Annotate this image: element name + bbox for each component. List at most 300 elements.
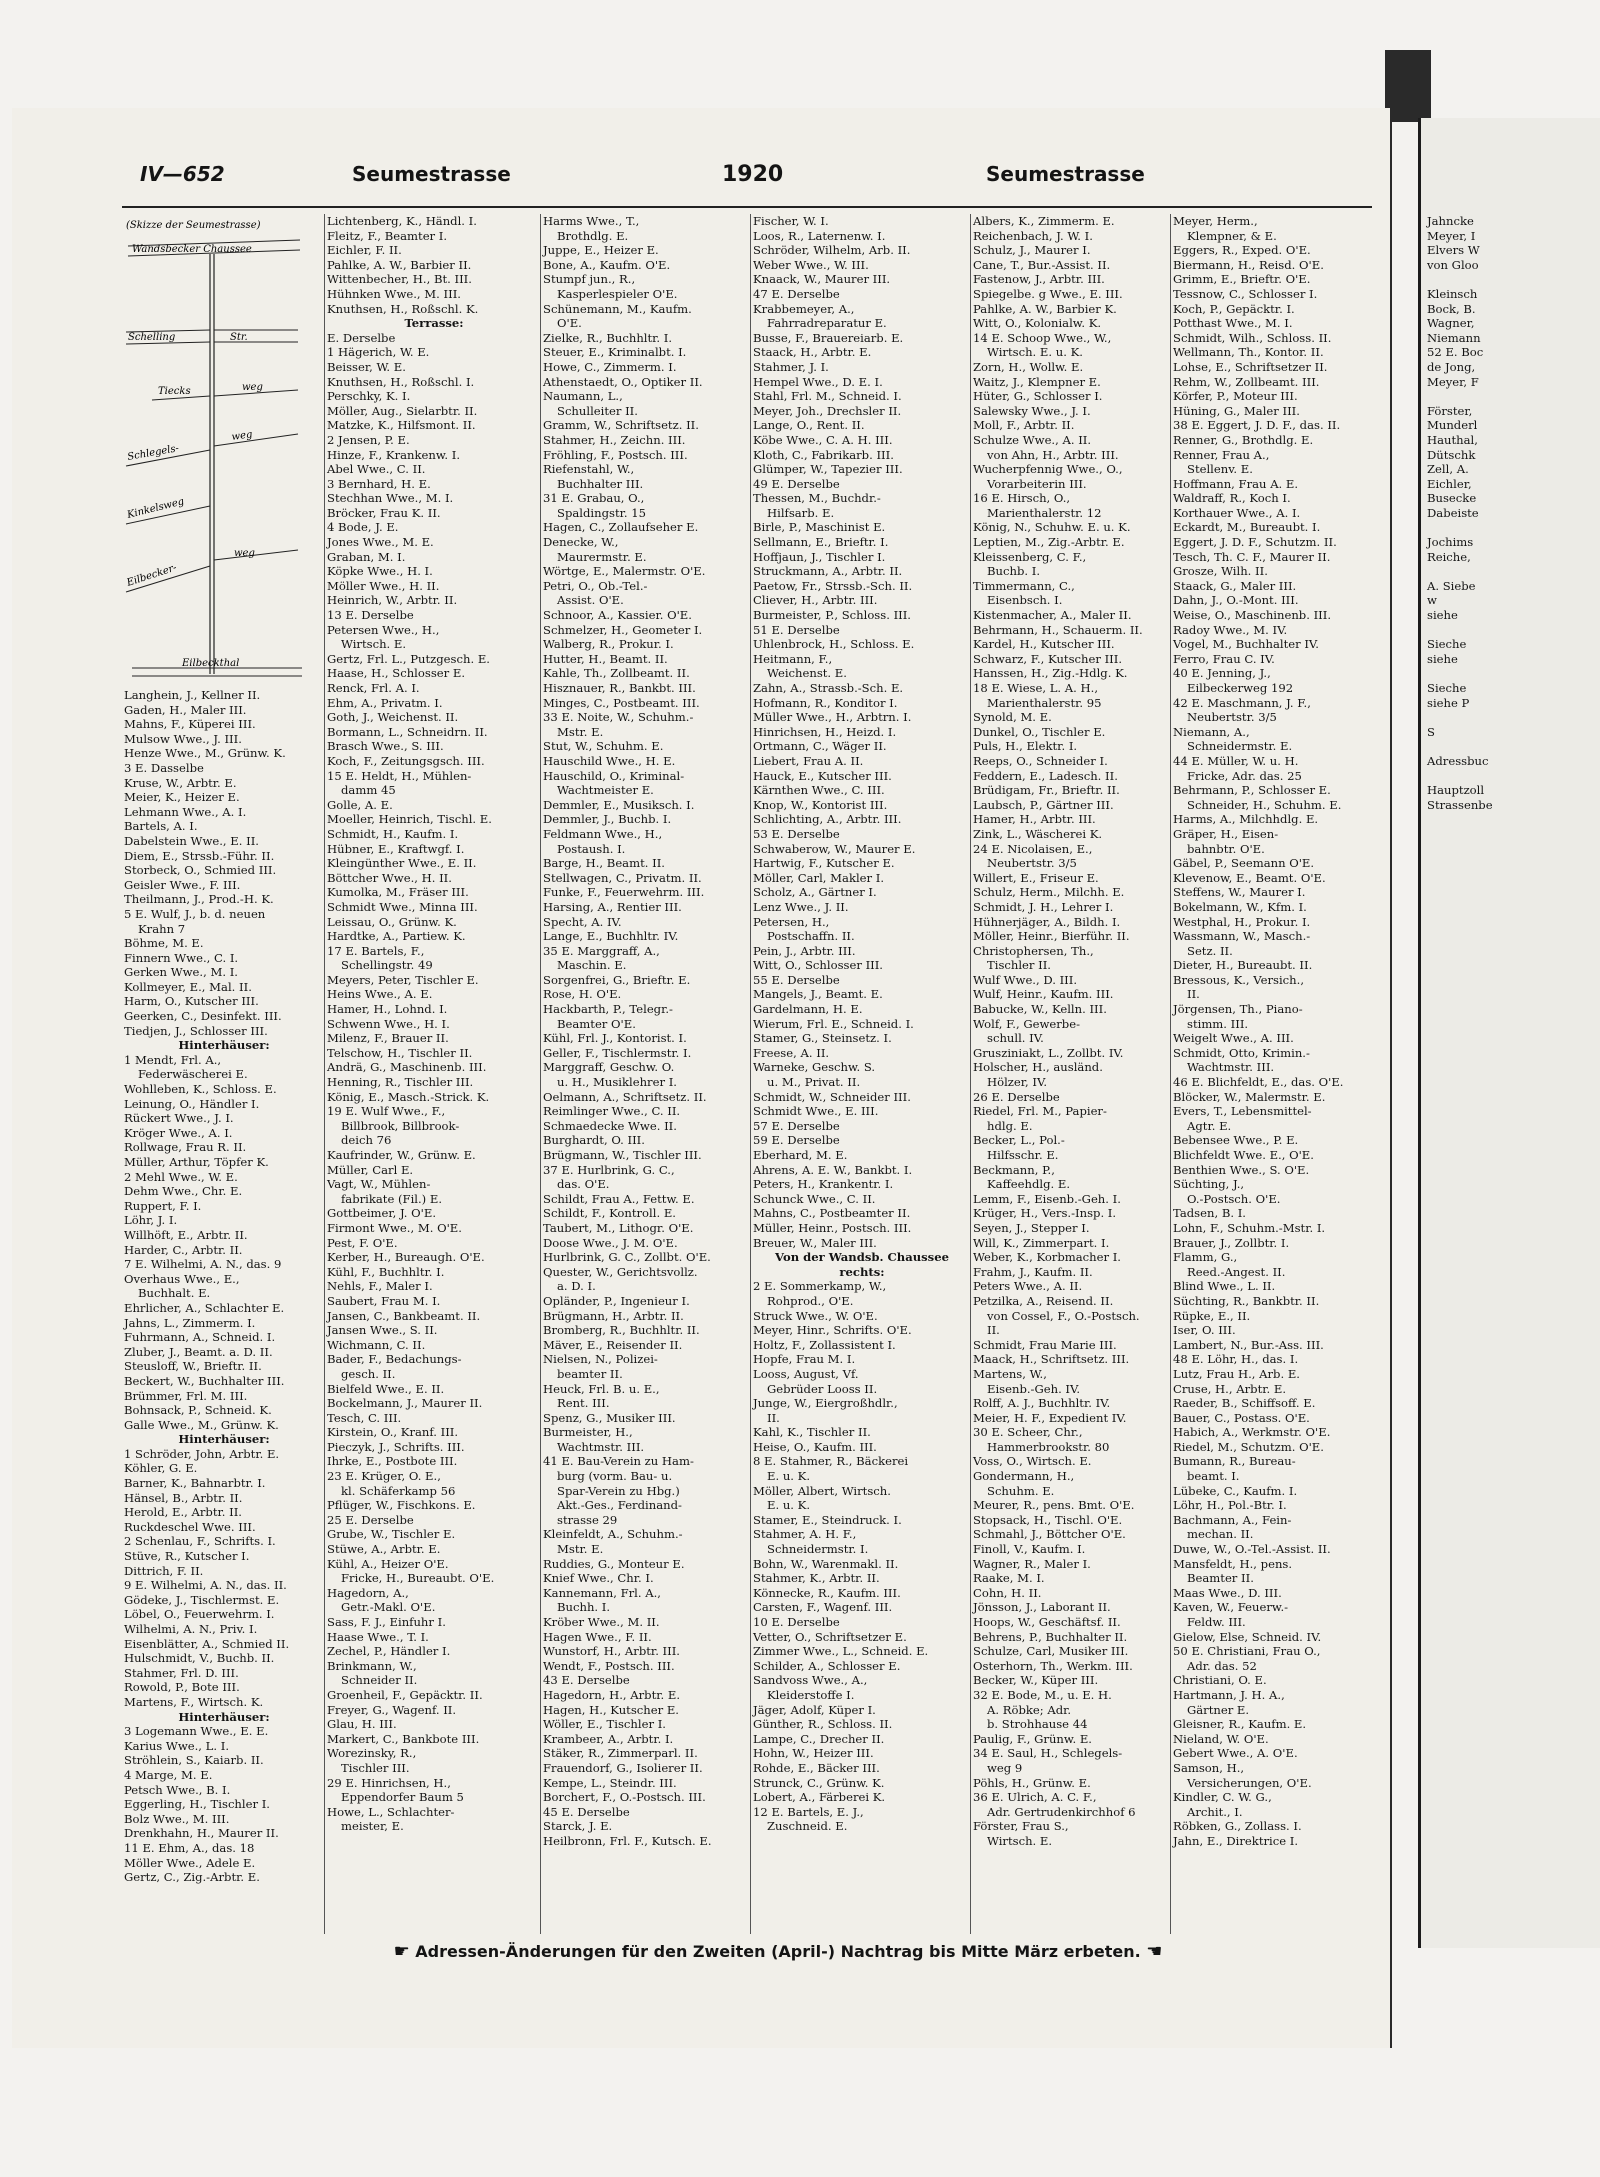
directory-entry: O'E. bbox=[557, 316, 582, 331]
directory-entry: Buchhalt. E. bbox=[138, 1286, 211, 1301]
directory-column-4 bbox=[750, 214, 971, 1934]
directory-entry: hdlg. E. bbox=[987, 1118, 1033, 1133]
directory-entry: Pein, J., Arbtr. III. bbox=[753, 943, 856, 958]
directory-entry: Stopsack, H., Tischl. O'E. bbox=[973, 1512, 1123, 1527]
directory-entry: Marggraff, Geschw. O. bbox=[543, 1060, 675, 1075]
year: 1920 bbox=[722, 162, 784, 187]
directory-entry: Bartels, A. I. bbox=[124, 819, 198, 834]
directory-entry: Oelmann, A., Schriftsetz. II. bbox=[543, 1089, 707, 1104]
directory-entry: Freese, A. II. bbox=[753, 1045, 830, 1060]
directory-entry: Fischer, W. I. bbox=[753, 214, 829, 228]
directory-entry: Matzke, K., Hilfsmont. II. bbox=[327, 418, 476, 433]
directory-entry: Kleiderstoffe I. bbox=[767, 1687, 855, 1702]
directory-entry: 40 E. Jenning, J., bbox=[1173, 666, 1271, 681]
directory-entry: Hopfe, Frau M. I. bbox=[753, 1352, 856, 1367]
directory-entry: Meyer, Herm., bbox=[1173, 214, 1258, 228]
directory-entry: Zuschneid. E. bbox=[767, 1819, 848, 1834]
directory-entry: Laubsch, P., Gärtner III. bbox=[973, 797, 1114, 812]
directory-entry: Mahns, F., Küperei III. bbox=[124, 717, 256, 732]
directory-entry: Warneke, Geschw. S. bbox=[753, 1060, 876, 1075]
directory-entry: Loos, R., Laternenw. I. bbox=[753, 228, 886, 243]
directory-entry: Timmermann, C., bbox=[973, 578, 1075, 593]
directory-entry: Athenstaedt, O., Optiker II. bbox=[543, 374, 703, 389]
directory-entry: Lobert, A., Färberei K. bbox=[753, 1790, 886, 1805]
directory-entry: Müller, Arthur, Töpfer K. bbox=[124, 1155, 269, 1169]
directory-entry: Harm, O., Kutscher III. bbox=[124, 994, 259, 1009]
directory-entry: Steuer, E., Kriminalbt. I. bbox=[543, 345, 687, 360]
directory-entry: Mahns, C., Postbeamter II. bbox=[753, 1206, 911, 1221]
directory-entry: Möller, Carl, Makler I. bbox=[753, 870, 885, 885]
directory-entry: Krabbemeyer, A., bbox=[753, 301, 855, 316]
directory-entry: 9 E. Wilhelmi, A. N., das. II. bbox=[124, 1578, 287, 1593]
sketch-label-10: Eilbeckthal bbox=[182, 658, 240, 669]
directory-entry: Naumann, L., bbox=[543, 389, 623, 404]
directory-entry: Leissau, O., Grünw. K. bbox=[327, 914, 457, 929]
directory-entry: damm 45 bbox=[341, 783, 396, 798]
directory-entry: Hanssen, H., Zig.-Hdlg. K. bbox=[973, 666, 1128, 681]
directory-entry: Mstr. E. bbox=[557, 724, 604, 739]
directory-entry: Worezinsky, R., bbox=[327, 1746, 417, 1761]
directory-entry: Knief Wwe., Chr. I. bbox=[543, 1571, 654, 1586]
directory-entry: Starck, J. E. bbox=[543, 1819, 613, 1834]
directory-entry: Stahmer, H., Zeichn. III. bbox=[543, 432, 686, 447]
directory-entry: Perschky, K. I. bbox=[327, 389, 411, 404]
directory-entry: II. bbox=[767, 1410, 780, 1425]
directory-entry: Raake, M. I. bbox=[973, 1571, 1045, 1586]
directory-entry: Andrä, G., Maschinenb. III. bbox=[327, 1060, 487, 1075]
directory-entry: Rent. III. bbox=[557, 1396, 610, 1411]
directory-entry: Pahlke, A. W., Barbier II. bbox=[327, 257, 472, 272]
directory-entry: Hagen, C., Zollaufseher E. bbox=[543, 520, 699, 535]
directory-entry: Meier, H. F., Expedient IV. bbox=[973, 1410, 1127, 1425]
directory-entry: Rückert Wwe., J. I. bbox=[124, 1111, 234, 1126]
directory-entry: Glümper, W., Tapezier III. bbox=[753, 462, 903, 477]
directory-entry: 1 Hägerich, W. E. bbox=[327, 345, 430, 360]
directory-entry: Lange, O., Rent. II. bbox=[753, 418, 865, 433]
directory-entry: Hardtke, A., Partiew. K. bbox=[327, 929, 466, 944]
directory-entry: schull. IV. bbox=[987, 1031, 1044, 1046]
directory-entry: Schmidt Wwe., E. III. bbox=[753, 1104, 879, 1119]
directory-entry: Bormann, L., Schneidrn. II. bbox=[327, 724, 488, 739]
sketch-label-4: weg bbox=[242, 382, 263, 393]
directory-entry: Eichler, F. II. bbox=[327, 243, 402, 258]
directory-entry: Paulig, F., Grünw. E. bbox=[973, 1731, 1092, 1746]
directory-entry: Wierum, Frl. E., Schneid. I. bbox=[753, 1016, 914, 1031]
right-page-text bbox=[1427, 214, 1600, 812]
directory-entry: Kaven, W., Feuerw.- bbox=[1173, 1600, 1289, 1615]
directory-entry: Rüpke, E., II. bbox=[1173, 1308, 1251, 1323]
directory-entry: Sandvoss Wwe., A., bbox=[753, 1673, 868, 1688]
directory-entry: Beisser, W. E. bbox=[327, 359, 406, 374]
directory-entry: Eggers, R., Exped. O'E. bbox=[1173, 243, 1311, 258]
directory-entry: Lübeke, C., Kaufm. I. bbox=[1173, 1483, 1298, 1498]
right-page-line: 52 E. Boc bbox=[1427, 345, 1484, 360]
directory-entry: Kaffeehdlg. E. bbox=[987, 1177, 1071, 1192]
directory-entry: Hinrichsen, H., Heizd. I. bbox=[753, 724, 897, 739]
directory-entry: Hinze, F., Krankenw. I. bbox=[327, 447, 461, 462]
directory-entry: Weber Wwe., W. III. bbox=[753, 257, 869, 272]
directory-entry: beamter II. bbox=[557, 1366, 623, 1381]
right-page-line: siehe P bbox=[1427, 695, 1470, 710]
directory-entry: Wellmann, Th., Kontor. II. bbox=[1173, 345, 1324, 360]
directory-entry: König, N., Schuhw. E. u. K. bbox=[973, 520, 1131, 535]
wandsbecker-chaussee-road bbox=[128, 240, 300, 256]
directory-entry: Kardel, H., Kutscher III. bbox=[973, 637, 1115, 652]
directory-entry: Beamter II. bbox=[1187, 1571, 1254, 1586]
kinkelsweg-road bbox=[125, 496, 210, 524]
directory-entry: Diem, E., Strssb.-Führ. II. bbox=[124, 848, 275, 863]
directory-entry: Moll, F., Arbtr. II. bbox=[973, 418, 1075, 433]
directory-entry: Witt, O., Schlosser III. bbox=[753, 958, 883, 973]
directory-entry: b. Strohhause 44 bbox=[987, 1717, 1088, 1732]
directory-entry: Peters Wwe., A. II. bbox=[973, 1279, 1083, 1294]
directory-entry: Hammerbrookstr. 80 bbox=[987, 1439, 1110, 1454]
directory-entry: 55 E. Derselbe bbox=[753, 972, 840, 987]
directory-entry: Stut, W., Schuhm. E. bbox=[543, 739, 664, 754]
directory-entry: Fricke, Adr. das. 25 bbox=[1187, 768, 1302, 783]
directory-entry: Uhlenbrock, H., Schloss. E. bbox=[753, 637, 915, 652]
directory-entry: Möller, Heinr., Bierführ. II. bbox=[973, 929, 1130, 944]
directory-entry: Wucherpfennig Wwe., O., bbox=[973, 462, 1123, 477]
directory-entry: Abel Wwe., C. II. bbox=[327, 462, 426, 477]
footer-text: Adressen-Änderungen für den Zweiten (April-) Nachtrag bis Mitte März erbeten. bbox=[415, 1942, 1141, 1961]
directory-entry: Hagen, H., Kutscher E. bbox=[543, 1702, 679, 1717]
right-page-line: Strassenbe bbox=[1427, 797, 1493, 812]
directory-entry: 36 E. Ulrich, A. C. F., bbox=[973, 1790, 1097, 1805]
directory-entry: Quester, W., Gerichtsvollz. bbox=[543, 1264, 698, 1279]
pointing-hand-icon: ☛ bbox=[393, 1941, 410, 1962]
directory-entry: Meier, K., Heizer E. bbox=[124, 790, 240, 805]
directory-entry: 30 E. Scheer, Chr., bbox=[973, 1425, 1083, 1440]
directory-entry: Bolz Wwe., M. III. bbox=[124, 1811, 230, 1826]
directory-entry: Gerken Wwe., M. I. bbox=[124, 965, 238, 980]
directory-entry: Brothdlg. E. bbox=[557, 228, 629, 243]
directory-entry: Grusziniakt, L., Zollbt. IV. bbox=[973, 1045, 1124, 1060]
directory-entry: Biermann, H., Reisd. O'E. bbox=[1173, 257, 1324, 272]
directory-entry: Christophersen, Th., bbox=[973, 943, 1094, 958]
directory-entry: Nehls, F., Maler I. bbox=[327, 1279, 433, 1294]
directory-entry: Zorn, H., Wollw. E. bbox=[973, 359, 1084, 374]
directory-entry: Wittenbecher, H., Bt. III. bbox=[327, 272, 472, 287]
directory-entry: Kleingünther Wwe., E. II. bbox=[327, 856, 477, 871]
directory-entry: 4 Marge, M. E. bbox=[124, 1767, 213, 1782]
directory-entry: Rohde, E., Bäcker III. bbox=[753, 1760, 880, 1775]
directory-entry: Müller, Heinr., Postsch. III. bbox=[753, 1220, 912, 1235]
directory-entry: Möller, Albert, Wirtsch. bbox=[753, 1483, 891, 1498]
directory-entry: Akt.-Ges., Ferdinand- bbox=[557, 1498, 682, 1513]
pointing-hand-icon: ☚ bbox=[1146, 1941, 1163, 1962]
directory-entry: 12 E. Bartels, E. J., bbox=[753, 1804, 864, 1819]
directory-entry: Beamter O'E. bbox=[557, 1016, 636, 1031]
directory-entry: Jahn, E., Direktrice I. bbox=[1173, 1833, 1299, 1848]
directory-entry: Wagner, R., Maler I. bbox=[973, 1556, 1091, 1571]
directory-entry: Stumpf jun., R., bbox=[543, 272, 636, 287]
directory-entry: Demmler, E., Musiksch. I. bbox=[543, 797, 695, 812]
directory-entry: Schulz, Herm., Milchh. E. bbox=[973, 885, 1125, 900]
directory-entry: 24 E. Nicolaisen, E., bbox=[973, 841, 1093, 856]
directory-entry: Zimmer Wwe., L., Schneid. E. bbox=[753, 1644, 929, 1659]
directory-entry: Brinkmann, W., bbox=[327, 1658, 417, 1673]
directory-entry: Zink, L., Wäscherei K. bbox=[973, 826, 1103, 841]
directory-entry: Holscher, H., ausländ. bbox=[973, 1060, 1103, 1075]
directory-entry: Tadsen, B. I. bbox=[1173, 1206, 1246, 1221]
directory-entry: Hübner, E., Kraftwgf. I. bbox=[327, 841, 465, 856]
directory-entry: 1 Schröder, John, Arbtr. E. bbox=[124, 1446, 280, 1461]
directory-entry: Dehm Wwe., Chr. E. bbox=[124, 1184, 243, 1199]
schelling-str-road bbox=[126, 330, 298, 344]
directory-entry: Waldraff, R., Koch I. bbox=[1173, 491, 1291, 506]
directory-entry: Martens, F., Wirtsch. K. bbox=[124, 1694, 264, 1709]
directory-entry: Eisenblätter, A., Schmied II. bbox=[124, 1636, 290, 1651]
directory-entry: Leinung, O., Händler I. bbox=[124, 1096, 260, 1111]
right-page-line bbox=[1427, 564, 1600, 579]
right-page-line: Kleinsch bbox=[1427, 286, 1478, 301]
directory-entry: Stahmer, J. I. bbox=[753, 359, 829, 374]
directory-entry: Hulschmidt, V., Buchb. II. bbox=[124, 1651, 275, 1666]
directory-entry: E. u. K. bbox=[767, 1498, 811, 1513]
directory-entry: Ehrlicher, A., Schlachter E. bbox=[124, 1300, 285, 1315]
directory-entry: Schlichting, A., Arbtr. III. bbox=[753, 812, 902, 827]
directory-entry: Voss, O., Wirtsch. E. bbox=[973, 1454, 1092, 1469]
directory-entry: Schmidt, Otto, Krimin.- bbox=[1173, 1045, 1310, 1060]
directory-entry: Hüter, G., Schlosser I. bbox=[973, 389, 1103, 404]
sketch-label-0: Wandsbecker Chaussee bbox=[132, 244, 252, 255]
directory-entry: Waitz, J., Klempner E. bbox=[973, 374, 1101, 389]
directory-entry: Postaush. I. bbox=[557, 841, 626, 856]
directory-entry: Wirtsch. E. u. K. bbox=[987, 345, 1083, 360]
directory-entry: Reed.-Angest. II. bbox=[1187, 1264, 1286, 1279]
directory-entry: Brügmann, H., Arbtr. II. bbox=[543, 1308, 684, 1323]
directory-entry: Busse, F., Brauereiarb. E. bbox=[753, 330, 904, 345]
directory-entry: Graban, M. I. bbox=[327, 549, 406, 564]
directory-entry: Gertz, C., Zig.-Arbtr. E. bbox=[124, 1870, 260, 1885]
directory-entry: 17 E. Bartels, F., bbox=[327, 943, 425, 958]
directory-entry: Versicherungen, O'E. bbox=[1187, 1775, 1312, 1790]
directory-entry: Scholz, A., Gärtner I. bbox=[753, 885, 877, 900]
directory-entry: Wulf Wwe., D. III. bbox=[973, 972, 1078, 987]
directory-entry: 23 E. Krüger, O. E., bbox=[327, 1469, 441, 1484]
directory-entry: Blichfeldt Wwe. E., O'E. bbox=[1173, 1148, 1314, 1162]
directory-entry: Schwaberow, W., Maurer E. bbox=[753, 841, 916, 856]
directory-entry: Cane, T., Bur.-Assist. II. bbox=[973, 257, 1111, 272]
directory-entry: Stellenv. E. bbox=[1187, 462, 1253, 477]
directory-entry: Hauschild, O., Kriminal- bbox=[543, 768, 685, 783]
directory-entry: Stüve, R., Kutscher I. bbox=[124, 1549, 250, 1564]
sketch-label-5: Schlegels- bbox=[126, 443, 180, 463]
directory-entry: Bumann, R., Bureau- bbox=[1173, 1454, 1296, 1469]
directory-entry: Assist. O'E. bbox=[557, 593, 624, 608]
directory-entry: Adr. das. 52 bbox=[1187, 1658, 1257, 1673]
directory-entry: Petersen Wwe., H., bbox=[327, 622, 440, 637]
directory-entry: Schulleiter II. bbox=[557, 403, 638, 418]
directory-entry: Leptien, M., Zig.-Arbtr. E. bbox=[973, 535, 1125, 550]
directory-entry: Schmidt, H., Kaufm. I. bbox=[327, 826, 459, 841]
directory-entry: Wolf, F., Gewerbe- bbox=[973, 1016, 1081, 1031]
directory-entry: Hühnken Wwe., M. III. bbox=[327, 286, 461, 301]
directory-entry: Harms Wwe., T., bbox=[543, 214, 640, 228]
directory-entry: Tesch, C. III. bbox=[327, 1410, 402, 1425]
directory-entry: 31 E. Grabau, O., bbox=[543, 491, 645, 506]
directory-entry: Fleitz, F., Beamter I. bbox=[327, 228, 448, 243]
directory-entry: Nieland, W. O'E. bbox=[1173, 1731, 1269, 1746]
sketch-label-6: weg bbox=[230, 429, 254, 443]
directory-entry: 53 E. Derselbe bbox=[753, 826, 840, 841]
directory-entry: Zielke, R., Buchhltr. I. bbox=[543, 330, 673, 345]
directory-entry: Kindler, C. W. G., bbox=[1173, 1790, 1272, 1805]
directory-entry: Ahrens, A. E. W., Bankbt. I. bbox=[753, 1162, 913, 1177]
directory-entry: Knop, W., Kontorist III. bbox=[753, 797, 888, 812]
directory-entry: Cohn, H. II. bbox=[973, 1585, 1042, 1600]
directory-entry: Gräper, H., Eisen- bbox=[1173, 826, 1279, 841]
directory-entry: Benthien Wwe., S. O'E. bbox=[1173, 1162, 1310, 1177]
directory-entry: gesch. II. bbox=[341, 1366, 396, 1381]
right-page-line: Hauptzoll bbox=[1427, 783, 1485, 798]
directory-entry: Tesch, Th. C. F., Maurer II. bbox=[1173, 549, 1331, 564]
directory-entry: Burmeister, P., Schloss. III. bbox=[753, 608, 911, 623]
directory-entry: Fastenow, J., Arbtr. III. bbox=[973, 272, 1105, 287]
directory-entry: 48 E. Löhr, H., das. I. bbox=[1173, 1352, 1299, 1367]
directory-entry: Kröger Wwe., A. I. bbox=[124, 1125, 233, 1140]
directory-entry: Schneider II. bbox=[341, 1673, 418, 1688]
directory-entry: Willert, E., Friseur E. bbox=[973, 870, 1099, 885]
directory-entry: Schildt, Frau A., Fettw. E. bbox=[543, 1191, 695, 1206]
directory-entry: Schmelzer, H., Geometer I. bbox=[543, 622, 703, 637]
directory-entry: Wachtmstr. III. bbox=[1187, 1060, 1275, 1075]
directory-entry: II. bbox=[1187, 987, 1200, 1002]
directory-entry: Ströhlein, S., Kaiarb. II. bbox=[124, 1753, 264, 1768]
directory-entry: Westphal, H., Prokur. I. bbox=[1173, 914, 1311, 929]
directory-entry: Gäbel, P., Seemann O'E. bbox=[1173, 856, 1315, 871]
directory-entry: Petersen, H., bbox=[753, 914, 830, 929]
directory-entry: Hagedorn, A., bbox=[327, 1585, 409, 1600]
directory-entry: 41 E. Bau-Verein zu Ham- bbox=[543, 1454, 694, 1469]
directory-entry: Wörtge, E., Malermstr. O'E. bbox=[543, 564, 706, 579]
directory-entry: Bohn, W., Warenmakl. II. bbox=[753, 1556, 899, 1571]
directory-entry: von Cossel, F., O.-Postsch. bbox=[987, 1308, 1140, 1323]
directory-entry: 35 E. Marggraff, A., bbox=[543, 943, 660, 958]
directory-entry: Storbeck, O., Schmied III. bbox=[124, 863, 277, 878]
directory-entry: Köhler, G. E. bbox=[124, 1461, 198, 1476]
directory-entry: 33 E. Noite, W., Schuhm.- bbox=[543, 710, 694, 725]
directory-entry: Vorarbeiterin III. bbox=[987, 476, 1087, 491]
directory-entry: Potthast Wwe., M. I. bbox=[1173, 316, 1293, 331]
directory-entry: Burghardt, O. III. bbox=[543, 1133, 645, 1148]
directory-entry: Steusloff, W., Brieftr. II. bbox=[124, 1359, 262, 1374]
directory-entry: O.-Postsch. O'E. bbox=[1187, 1191, 1281, 1206]
directory-entry: 51 E. Derselbe bbox=[753, 622, 840, 637]
directory-entry: 5 E. Wulf, J., b. d. neuen bbox=[124, 906, 266, 921]
directory-entry: Looss, August, Vf. bbox=[753, 1366, 859, 1381]
directory-entry: Agtr. E. bbox=[1187, 1118, 1232, 1133]
directory-entry: Brauer, J., Zollbtr. I. bbox=[1173, 1235, 1290, 1250]
directory-entry: 57 E. Derselbe bbox=[753, 1118, 840, 1133]
directory-entry: Brüdigam, Fr., Brieftr. II. bbox=[973, 783, 1120, 798]
directory-entry: Bachmann, A., Fein- bbox=[1173, 1512, 1292, 1527]
directory-entry: Hagedorn, H., Arbtr. E. bbox=[543, 1687, 681, 1702]
directory-entry: von Ahn, H., Arbtr. III. bbox=[987, 447, 1119, 462]
right-page-line: Förster, bbox=[1427, 403, 1473, 418]
directory-entry: Fahrradreparatur E. bbox=[767, 316, 887, 331]
directory-entry: Witt, O., Kolonialw. K. bbox=[973, 316, 1102, 331]
sketch-label-7: Kinkelsweg bbox=[126, 496, 186, 521]
directory-entry: Frauendorf, G., Isolierer II. bbox=[543, 1760, 703, 1775]
directory-entry: Eberhard, M. E. bbox=[753, 1148, 848, 1162]
directory-entry: Hofmann, R., Konditor I. bbox=[753, 695, 898, 710]
directory-entry: Tischler III. bbox=[341, 1760, 410, 1775]
directory-entry: 47 E. Derselbe bbox=[753, 286, 840, 301]
directory-entry: Terrasse: bbox=[404, 316, 464, 331]
directory-entry: Krambeer, A., Arbtr. I. bbox=[543, 1731, 674, 1746]
directory-entry: Saubert, Frau M. I. bbox=[327, 1293, 441, 1308]
directory-entry: Hamer, H., Arbtr. III. bbox=[973, 812, 1096, 827]
directory-entry: Finoll, V., Kaufm. I. bbox=[973, 1542, 1086, 1557]
right-page-line bbox=[1427, 666, 1600, 681]
directory-entry: Ruckdeschel Wwe. III. bbox=[124, 1519, 256, 1534]
directory-entry: Vagt, W., Mühlen- bbox=[327, 1177, 431, 1192]
directory-entry: Iser, O. III. bbox=[1173, 1323, 1236, 1338]
directory-entry: Burmeister, H., bbox=[543, 1425, 633, 1440]
directory-entry: Gottbeimer, J. O'E. bbox=[327, 1206, 437, 1221]
right-page-line bbox=[1427, 710, 1600, 725]
directory-entry: Schildt, F., Kontroll. E. bbox=[543, 1206, 676, 1221]
directory-entry: Jäger, Adolf, Küper I. bbox=[753, 1702, 876, 1717]
directory-entry: Habich, A., Werkmstr. O'E. bbox=[1173, 1425, 1331, 1440]
directory-entry: Schnoor, A., Kassier. O'E. bbox=[543, 608, 692, 623]
directory-entry: Korthauer Wwe., A. I. bbox=[1173, 505, 1301, 520]
directory-entry: Mulsow Wwe., J. III. bbox=[124, 731, 242, 746]
directory-entry: mechan. II. bbox=[1187, 1527, 1254, 1542]
directory-entry: Schmidt Wwe., Minna III. bbox=[327, 899, 478, 914]
right-page-line: Munderl bbox=[1427, 418, 1478, 433]
right-page-line: Meyer, I bbox=[1427, 228, 1476, 243]
directory-entry: Seyen, J., Stepper I. bbox=[973, 1220, 1090, 1235]
directory-entry: Koch, P., Gepäcktr. I. bbox=[1173, 301, 1295, 316]
directory-entry: Meurer, R., pens. Bmt. O'E. bbox=[973, 1498, 1135, 1513]
sketch-title: (Skizze der Seumestrasse) bbox=[126, 220, 261, 231]
directory-entry: Zahn, A., Strassb.-Sch. E. bbox=[753, 681, 904, 695]
directory-entry: Hänsel, B., Arbtr. II. bbox=[124, 1490, 243, 1505]
directory-entry: Bokelmann, W., Kfm. I. bbox=[1173, 899, 1307, 914]
directory-entry: Tiedjen, J., Schlosser III. bbox=[124, 1023, 268, 1038]
directory-entry: Schuhm. E. bbox=[987, 1483, 1055, 1498]
right-page-line: S bbox=[1427, 724, 1435, 739]
directory-entry: A. Röbke; Adr. bbox=[987, 1702, 1072, 1717]
directory-entry: Bromberg, R., Buchhltr. II. bbox=[543, 1323, 700, 1338]
directory-entry: Wirtsch. E. bbox=[987, 1833, 1053, 1848]
directory-entry: stimm. III. bbox=[1187, 1016, 1249, 1031]
directory-entry: Böhme, M. E. bbox=[124, 936, 204, 951]
right-page-line: de Jong, bbox=[1427, 359, 1476, 374]
directory-entry: Heins Wwe., A. E. bbox=[327, 987, 433, 1002]
right-page-fragment bbox=[1418, 118, 1600, 1948]
directory-entry: Pieczyk, J., Schrifts. III. bbox=[327, 1439, 465, 1454]
directory-entry: Kaufrinder, W., Grünw. E. bbox=[327, 1148, 476, 1162]
directory-entry: 32 E. Bode, M., u. E. H. bbox=[973, 1687, 1112, 1702]
directory-entry: 16 E. Hirsch, O., bbox=[973, 491, 1071, 506]
directory-entry: Hoffmann, Frau A. E. bbox=[1173, 476, 1299, 491]
directory-entry: Renner, Frau A., bbox=[1173, 447, 1270, 462]
directory-entry: 2 Jensen, P. E. bbox=[327, 432, 410, 447]
directory-entry: 13 E. Derselbe bbox=[327, 608, 414, 623]
directory-entry: Kruse, W., Arbtr. E. bbox=[124, 775, 237, 790]
directory-entry: 14 E. Schoop Wwe., W., bbox=[973, 330, 1112, 345]
directory-entry: Hinterhäuser: bbox=[178, 1038, 270, 1053]
directory-entry: Kärnthen Wwe., C. III. bbox=[753, 783, 885, 798]
directory-entry: Bone, A., Kaufm. O'E. bbox=[543, 257, 671, 272]
directory-entry: Ehm, A., Privatm. I. bbox=[327, 695, 443, 710]
right-page-line bbox=[1427, 520, 1600, 535]
directory-entry: Körfer, P., Moteur III. bbox=[1173, 389, 1298, 404]
